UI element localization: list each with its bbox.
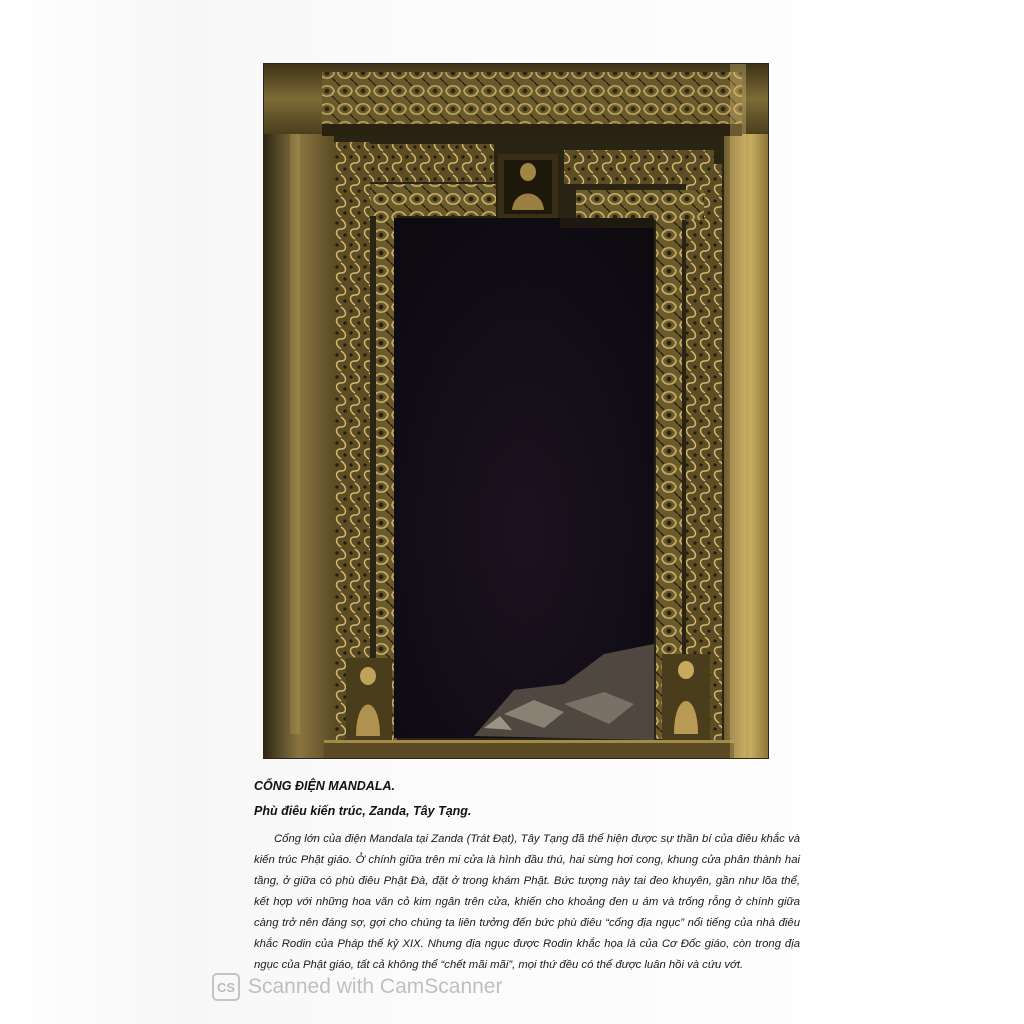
mandala-gate-photo (264, 64, 768, 758)
camscanner-watermark (212, 971, 502, 1003)
watermark-text: Scanned with CamScanner (248, 975, 503, 998)
mandala-gate-illustration (264, 64, 768, 758)
caption-body: Cổng lớn của điện Mandala tại Zanda (Trát Đạt), Tây Tạng đã thể hiện được sự thần bí của điêu khắc và kiến trúc Phật giáo. Ở chính giữa trên mi cửa là hình đầu thú, hai sừng hơi cong, khung cửa phân thành hai tầng, ở giữa có phù điêu Phật Đà, đặt ở trong khám Phật. Bức tượng này tai đeo khuyên, gần như lõa thể, kết hợp với những hoa văn cỏ kim ngân trên cửa, khiến cho khoảng đen u ám và trống rỗng ở chính giữa càng trở nên đáng sợ, gợi cho chúng ta liên tưởng đến bức phù điêu “cổng địa ngục” nổi tiếng của nhà điêu khắc Rodin của Pháp thế kỷ XIX. Nhưng địa ngục được Rodin khắc họa là của Cơ Đốc giáo, còn trong địa ngục của Phật giáo, tất cả không thể “chết mãi mãi”, mọi thứ đều có thể được luân hồi và cứu vớt. (254, 833, 800, 971)
caption-subtitle: Phù điêu kiến trúc, Zanda, Tây Tạng. (254, 804, 472, 818)
caption-title: CỔNG ĐIỆN MANDALA. (254, 779, 395, 793)
camscanner-logo-icon: CS (212, 973, 240, 1001)
